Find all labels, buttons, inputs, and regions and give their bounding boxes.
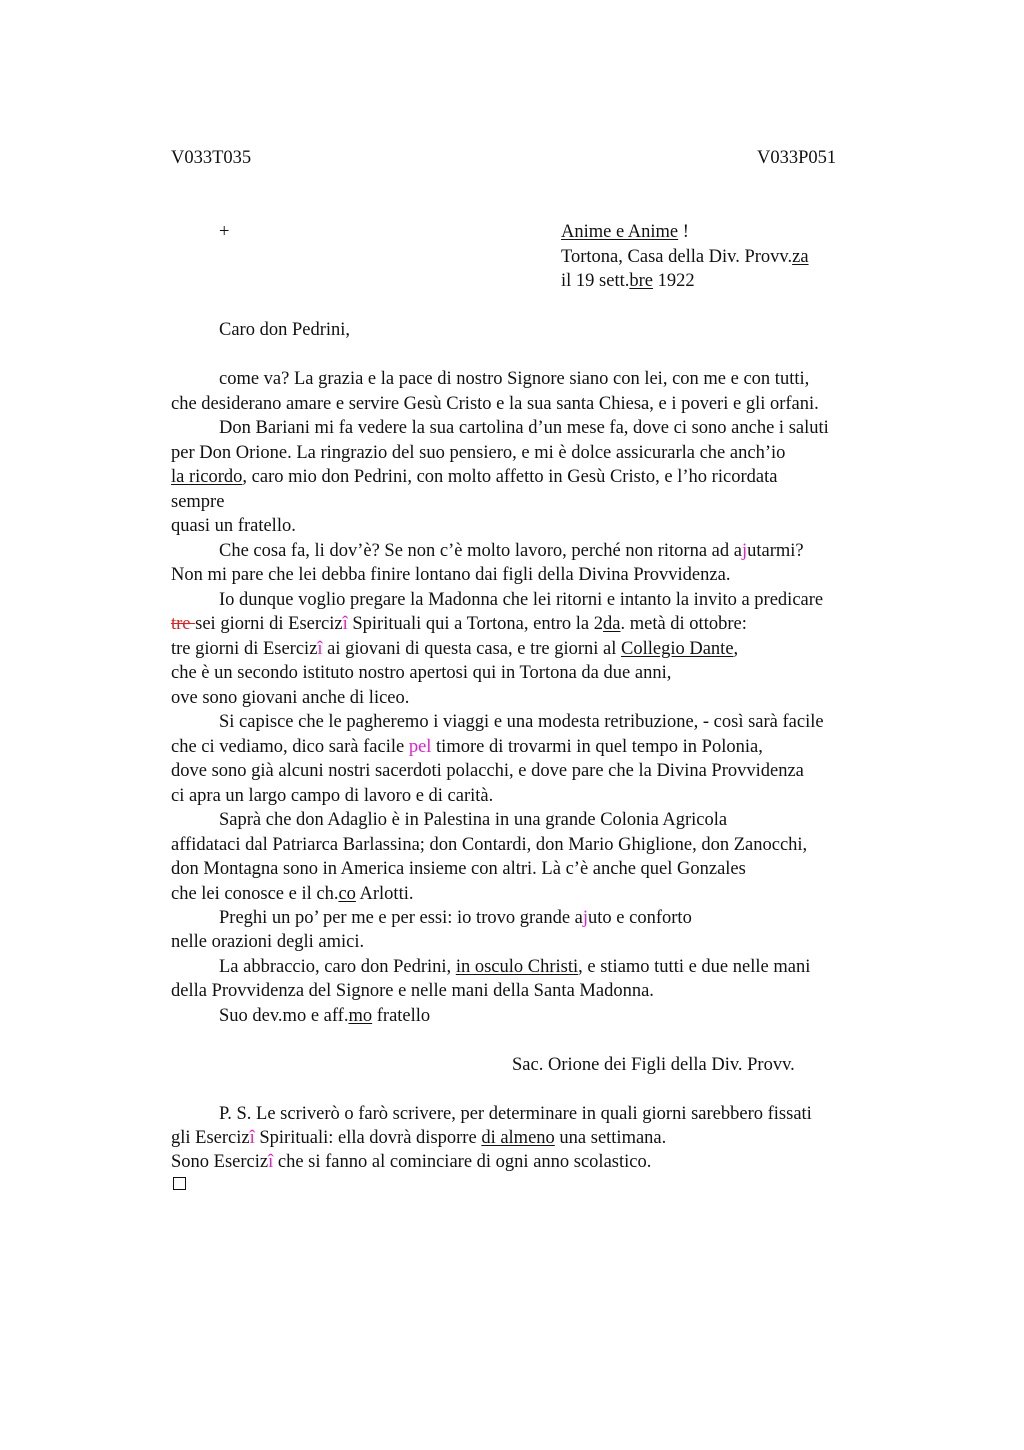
- body-text: timore di trovarmi in quel tempo in Polonia,: [431, 737, 763, 757]
- body-line: Non mi pare che lei debba finire lontano dai figli della Divina Provvidenza.: [171, 565, 731, 585]
- body-line: Io dunque voglio pregare la Madonna che lei ritorni e intanto la invito a predicare: [219, 590, 824, 610]
- body-line: nelle orazioni degli amici.: [171, 932, 365, 952]
- body-text: sei giorni di Eserciz: [195, 614, 343, 634]
- highlighted-letter: î: [317, 639, 323, 659]
- motto-line: [561, 220, 689, 245]
- body-text: tre giorni di Eserciz: [171, 639, 318, 659]
- body-text: . metà di ottobre:: [620, 614, 747, 634]
- body-line: don Montagna sono in America insieme con altri. Là c’è anche quel Gonzales: [171, 859, 746, 879]
- underlined-abbrev: co: [338, 884, 356, 904]
- body-line: ci apra un largo campo di lavoro e di carità.: [171, 786, 494, 806]
- body-line: [171, 612, 747, 637]
- body-text: ai giovani di questa casa, e tre giorni al: [322, 639, 622, 659]
- body-line: affidataci dal Patriarca Barlassina; don Contardi, don Mario Ghiglione, don Zanocchi,: [171, 835, 808, 855]
- highlighted-word: pel: [408, 737, 432, 757]
- place-main: Tortona, Casa della Div. Provv.: [561, 247, 793, 267]
- body-text: fratello: [372, 1006, 431, 1026]
- place-abbrev: za: [792, 247, 809, 267]
- body-line: che è un secondo istituto nostro apertosi qui in Tortona da due anni,: [171, 663, 672, 683]
- body-line: [171, 465, 777, 490]
- body-text: Sono Eserciz: [171, 1152, 269, 1172]
- end-box-icon: [173, 1177, 186, 1190]
- date-pre: il 19 sett.: [561, 271, 630, 291]
- highlighted-letter: j: [741, 541, 748, 561]
- body-text: utarmi?: [747, 541, 804, 561]
- body-text: Spirituali qui a Tortona, entro la 2: [347, 614, 603, 634]
- body-text: che lei conosce e il ch.: [171, 884, 339, 904]
- underlined-phrase: Collegio Dante: [621, 639, 734, 659]
- highlighted-letter: î: [249, 1128, 255, 1148]
- underlined-phrase: di almeno: [481, 1128, 555, 1148]
- date-abbrev: bre: [629, 271, 653, 291]
- body-line: Saprà che don Adaglio è in Palestina in una grande Colonia Agricola: [219, 810, 728, 830]
- body-text: gli Eserciz: [171, 1128, 250, 1148]
- body-line: come va? La grazia e la pace di nostro Signore siano con lei, con me e con tutti,: [219, 369, 810, 389]
- body-text: Arlotti.: [355, 884, 414, 904]
- body-line: quasi un fratello.: [171, 516, 296, 536]
- underlined-phrase: in osculo Christi: [455, 957, 579, 977]
- body-text: , e stiamo tutti e due nelle mani: [578, 957, 811, 977]
- body-text: che ci vediamo, dico sarà facile: [171, 737, 409, 757]
- body-text: , caro mio don Pedrini, con molto affetto in Gesù Cristo, e l’ho ricordata: [242, 467, 778, 487]
- postscript-line: P. S. Le scriverò o farò scrivere, per determinare in quali giorni sarebbero fissati: [219, 1104, 812, 1124]
- underlined-phrase: la ricordo: [171, 467, 243, 487]
- document-code-right: V033P051: [757, 148, 837, 168]
- body-line: Don Bariani mi fa vedere la sua cartolina d’un mese fa, dove ci sono anche i saluti: [219, 418, 829, 438]
- signature: Sac. Orione dei Figli della Div. Provv.: [512, 1055, 795, 1075]
- body-text: ,: [733, 639, 739, 659]
- motto-underlined: Anime e Anime: [561, 222, 679, 242]
- body-text: Spirituali: ella dovrà disporre: [254, 1128, 482, 1148]
- body-text: Suo dev.mo e aff.: [219, 1006, 349, 1026]
- place-line: [561, 245, 809, 270]
- body-line: [219, 539, 804, 564]
- motto-suffix: !: [678, 222, 689, 242]
- postscript-line: [171, 1150, 651, 1175]
- body-text: Che cosa fa, li dov’è? Se non c’è molto lavoro, perché non ritorna ad a: [219, 541, 742, 561]
- body-text: La abbraccio, caro don Pedrini,: [219, 957, 456, 977]
- body-line: [171, 735, 763, 760]
- body-line: che desiderano amare e servire Gesù Cristo e la sua santa Chiesa, e i poveri e gli orfani.: [171, 394, 819, 414]
- closing-line: [219, 1004, 430, 1029]
- date-line: [561, 269, 695, 294]
- salutation: Caro don Pedrini,: [219, 320, 351, 340]
- body-line: ove sono giovani anche di liceo.: [171, 688, 410, 708]
- highlighted-letter: î: [268, 1152, 274, 1172]
- highlighted-letter: j: [582, 908, 589, 928]
- struck-word: tre: [171, 614, 196, 634]
- body-line: Si capisce che le pagheremo i viaggi e una modesta retribuzione, - così sarà facile: [219, 712, 824, 732]
- body-line: [219, 906, 692, 931]
- body-line: [171, 637, 738, 662]
- cross-symbol: +: [219, 222, 230, 242]
- body-line: per Don Orione. La ringrazio del suo pensiero, e mi è dolce assicurarla che anch’io: [171, 443, 786, 463]
- body-line: [171, 882, 413, 907]
- body-line: della Provvidenza del Signore e nelle mani della Santa Madonna.: [171, 981, 654, 1001]
- body-text: una settimana.: [554, 1128, 667, 1148]
- document-code-left: V033T035: [171, 148, 252, 168]
- body-text: Preghi un po’ per me e per essi: io trovo grande a: [219, 908, 583, 928]
- highlighted-letter: î: [342, 614, 348, 634]
- body-text: che si fanno al cominciare di ogni anno scolastico.: [273, 1152, 652, 1172]
- underlined-abbrev: da: [603, 614, 621, 634]
- body-line: sempre: [171, 492, 225, 512]
- underlined-abbrev: mo: [348, 1006, 373, 1026]
- body-text: uto e conforto: [588, 908, 692, 928]
- postscript-line: [171, 1126, 666, 1151]
- date-year: 1922: [652, 271, 695, 291]
- body-line: dove sono già alcuni nostri sacerdoti polacchi, e dove pare che la Divina Provvidenza: [171, 761, 804, 781]
- body-line: [219, 955, 810, 980]
